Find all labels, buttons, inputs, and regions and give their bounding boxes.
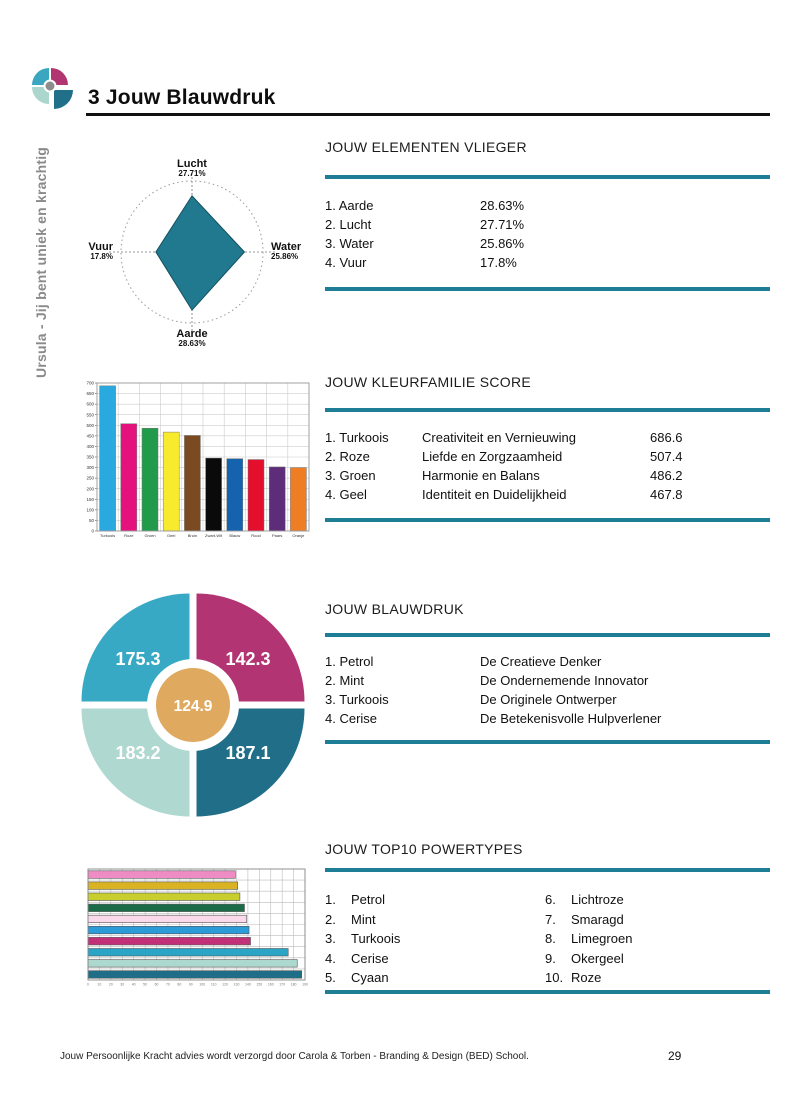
divider: [325, 633, 770, 637]
list-item: [325, 949, 400, 969]
svg-text:Lucht: Lucht: [177, 158, 207, 170]
svg-text:110: 110: [210, 982, 217, 987]
svg-text:20: 20: [108, 982, 113, 987]
rank: 3.: [325, 931, 336, 946]
svg-text:25.86%: 25.86%: [271, 252, 299, 261]
svg-text:80: 80: [177, 982, 182, 987]
rank: 4.: [325, 487, 336, 502]
list-item: [325, 652, 770, 671]
divider: [325, 518, 770, 522]
svg-text:187.1: 187.1: [225, 743, 271, 763]
svg-text:Zwart-Wit: Zwart-Wit: [205, 533, 223, 538]
rank: 3.: [325, 468, 336, 483]
list-item: [325, 890, 400, 910]
powertype-name: Cyaan: [351, 970, 389, 985]
svg-text:Paars: Paars: [271, 533, 283, 538]
color-family-desc: Identiteit en Duidelijkheid: [422, 487, 567, 502]
element-value: 17.8%: [480, 255, 517, 270]
svg-text:90: 90: [188, 982, 193, 987]
color-family-score: 467.8: [650, 487, 683, 502]
svg-text:Oranje: Oranje: [292, 533, 305, 538]
svg-text:180: 180: [290, 982, 297, 987]
svg-text:Roze: Roze: [124, 533, 134, 538]
color-family-name: Geel: [339, 487, 367, 502]
rank: 7.: [545, 911, 556, 927]
color-family-score: 507.4: [650, 449, 683, 464]
list-item: [545, 949, 632, 969]
svg-text:550: 550: [86, 412, 94, 418]
svg-text:0: 0: [87, 982, 89, 987]
list-item: [325, 929, 400, 949]
kleurfamilie-bar-chart: [84, 376, 316, 546]
svg-text:30: 30: [120, 982, 125, 987]
svg-text:170: 170: [279, 982, 286, 987]
list-item: [545, 890, 632, 910]
list-item: [325, 215, 770, 234]
divider: [325, 990, 770, 994]
color-family-score: 686.6: [650, 430, 683, 445]
svg-text:650: 650: [86, 391, 94, 397]
divider: [325, 740, 770, 744]
element-value: 28.63%: [480, 198, 525, 213]
list-item: [325, 709, 770, 728]
blueprint-color: Cerise: [339, 711, 378, 726]
svg-text:300: 300: [86, 465, 94, 471]
powertype-name: Petrol: [351, 892, 385, 907]
svg-text:150: 150: [256, 982, 263, 987]
svg-text:Vuur: Vuur: [88, 241, 113, 253]
rank: 2.: [325, 673, 336, 688]
elements-list: [325, 196, 770, 272]
top10-list-col1: [325, 890, 400, 988]
svg-text:142.3: 142.3: [225, 649, 271, 669]
blauwdruk-list: [325, 652, 770, 728]
page-number: 29: [668, 1049, 682, 1063]
powertype-name: Lichtroze: [571, 892, 624, 907]
list-item: [325, 447, 770, 466]
rank: 9.: [545, 950, 556, 966]
color-family-desc: Creativiteit en Vernieuwing: [422, 430, 576, 445]
powertype-name: Okergeel: [571, 950, 624, 966]
svg-text:130: 130: [233, 982, 240, 987]
list-item: [325, 485, 770, 504]
section-heading-top10: JOUW TOP10 POWERTYPES: [325, 841, 523, 857]
svg-text:175.3: 175.3: [115, 649, 161, 669]
list-item: [325, 671, 770, 690]
divider: [325, 868, 770, 872]
rank: 4.: [325, 255, 336, 270]
color-family-name: Groen: [339, 468, 376, 483]
blueprint-type: De Creatieve Denker: [480, 654, 602, 669]
page-title: 3 Jouw Blauwdruk: [88, 86, 276, 109]
divider: [325, 408, 770, 412]
svg-text:Bruin: Bruin: [187, 533, 198, 538]
top10-bar-chart: [84, 864, 316, 990]
svg-text:50: 50: [88, 518, 94, 524]
svg-text:120: 120: [222, 982, 228, 987]
svg-text:183.2: 183.2: [115, 743, 161, 763]
list-item: [325, 234, 770, 253]
blueprint-color: Mint: [339, 673, 365, 688]
color-family-desc: Liefde en Zorgzaamheid: [422, 449, 563, 464]
sidebar-vertical-text: Ursula - Jij bent uniek en krachtig: [33, 146, 49, 378]
svg-text:40: 40: [131, 982, 136, 987]
svg-text:50: 50: [143, 982, 148, 987]
brand-logo: [28, 64, 76, 112]
footer-text: Jouw Persoonlijke Kracht advies wordt verzorgd door Carola & Torben - Branding & Design (BED) School.: [60, 1051, 529, 1062]
blueprint-color: Petrol: [339, 654, 374, 669]
svg-text:100: 100: [86, 507, 94, 513]
list-item: [325, 253, 770, 272]
element-value: 27.71%: [480, 217, 525, 232]
svg-text:450: 450: [86, 433, 94, 439]
svg-text:250: 250: [86, 475, 94, 481]
svg-text:150: 150: [86, 496, 94, 502]
element-name: Water: [339, 236, 374, 251]
svg-text:70: 70: [165, 982, 170, 987]
svg-text:140: 140: [244, 982, 251, 987]
svg-text:600: 600: [86, 401, 94, 407]
list-item: [545, 929, 632, 949]
list-item: [325, 196, 770, 215]
rank: 1.: [325, 892, 336, 907]
section-heading-elements: JOUW ELEMENTEN VLIEGER: [325, 139, 527, 155]
kleurfamilie-list: [325, 428, 770, 504]
svg-text:Groen: Groen: [144, 533, 156, 538]
rank: 2.: [325, 449, 336, 464]
divider: [325, 287, 770, 291]
elements-kite-chart: [70, 138, 315, 358]
rank: 5.: [325, 970, 336, 985]
blueprint-color: Turkoois: [339, 692, 389, 707]
color-family-desc: Harmonie en Balans: [422, 468, 540, 483]
svg-text:Aarde: Aarde: [176, 328, 208, 340]
list-item: [325, 428, 770, 447]
svg-text:Geel: Geel: [166, 533, 176, 538]
top10-list-col2: [545, 890, 632, 988]
powertype-name: Cerise: [351, 950, 389, 966]
rank: 4.: [325, 711, 336, 726]
color-family-name: Roze: [339, 449, 370, 464]
svg-text:700: 700: [86, 380, 94, 386]
rank: 1.: [325, 654, 336, 669]
svg-text:400: 400: [86, 444, 94, 450]
svg-text:200: 200: [86, 486, 94, 492]
list-item: [545, 910, 632, 930]
title-underline: [86, 113, 770, 116]
blueprint-type: De Originele Ontwerper: [480, 692, 617, 707]
rank: 2.: [325, 911, 336, 927]
rank: 3.: [325, 692, 336, 707]
element-name: Lucht: [339, 217, 372, 232]
rank: 1.: [325, 198, 336, 213]
svg-text:17.8%: 17.8%: [90, 252, 113, 261]
svg-text:Blauw: Blauw: [229, 533, 241, 538]
powertype-name: Roze: [571, 970, 602, 985]
list-item: [325, 910, 400, 930]
svg-text:Turkoois: Turkoois: [99, 533, 116, 538]
svg-text:10: 10: [97, 982, 102, 987]
color-family-score: 486.2: [650, 468, 683, 483]
svg-text:190: 190: [302, 982, 308, 987]
section-heading-blauwdruk: JOUW BLAUWDRUK: [325, 601, 464, 617]
element-name: Aarde: [338, 198, 374, 213]
rank: 1.: [325, 430, 336, 445]
blueprint-type: De Ondernemende Innovator: [480, 673, 649, 688]
svg-text:Rood: Rood: [251, 533, 261, 538]
svg-text:27.71%: 27.71%: [178, 169, 206, 178]
svg-text:160: 160: [267, 982, 274, 987]
rank: 4.: [325, 950, 336, 966]
svg-text:28.63%: 28.63%: [178, 339, 206, 348]
blueprint-type: De Betekenisvolle Hulpverlener: [480, 711, 662, 726]
color-family-name: Turkoois: [339, 430, 389, 445]
svg-text:100: 100: [199, 982, 206, 987]
svg-text:60: 60: [154, 982, 159, 987]
rank: 2.: [325, 217, 336, 232]
list-item: [545, 968, 632, 988]
blauwdruk-wheel-chart: [81, 593, 305, 817]
svg-text:350: 350: [86, 454, 94, 460]
powertype-name: Turkoois: [351, 931, 401, 946]
svg-text:0: 0: [91, 528, 94, 534]
powertype-name: Limegroen: [571, 931, 633, 946]
section-heading-kleurfamilie: JOUW KLEURFAMILIE SCORE: [325, 374, 532, 390]
list-item: [325, 466, 770, 485]
list-item: [325, 690, 770, 709]
element-value: 25.86%: [480, 236, 525, 251]
list-item: [325, 968, 400, 988]
rank: 6.: [545, 892, 556, 907]
powertype-name: Smaragd: [571, 911, 624, 927]
powertype-name: Mint: [351, 911, 376, 927]
divider: [325, 175, 770, 179]
rank: 8.: [545, 931, 556, 946]
element-name: Vuur: [339, 255, 367, 270]
svg-text:124.9: 124.9: [173, 698, 213, 715]
svg-text:Water: Water: [271, 241, 302, 253]
rank: 3.: [325, 236, 336, 251]
rank: 10.: [545, 970, 564, 985]
svg-text:500: 500: [86, 422, 94, 428]
